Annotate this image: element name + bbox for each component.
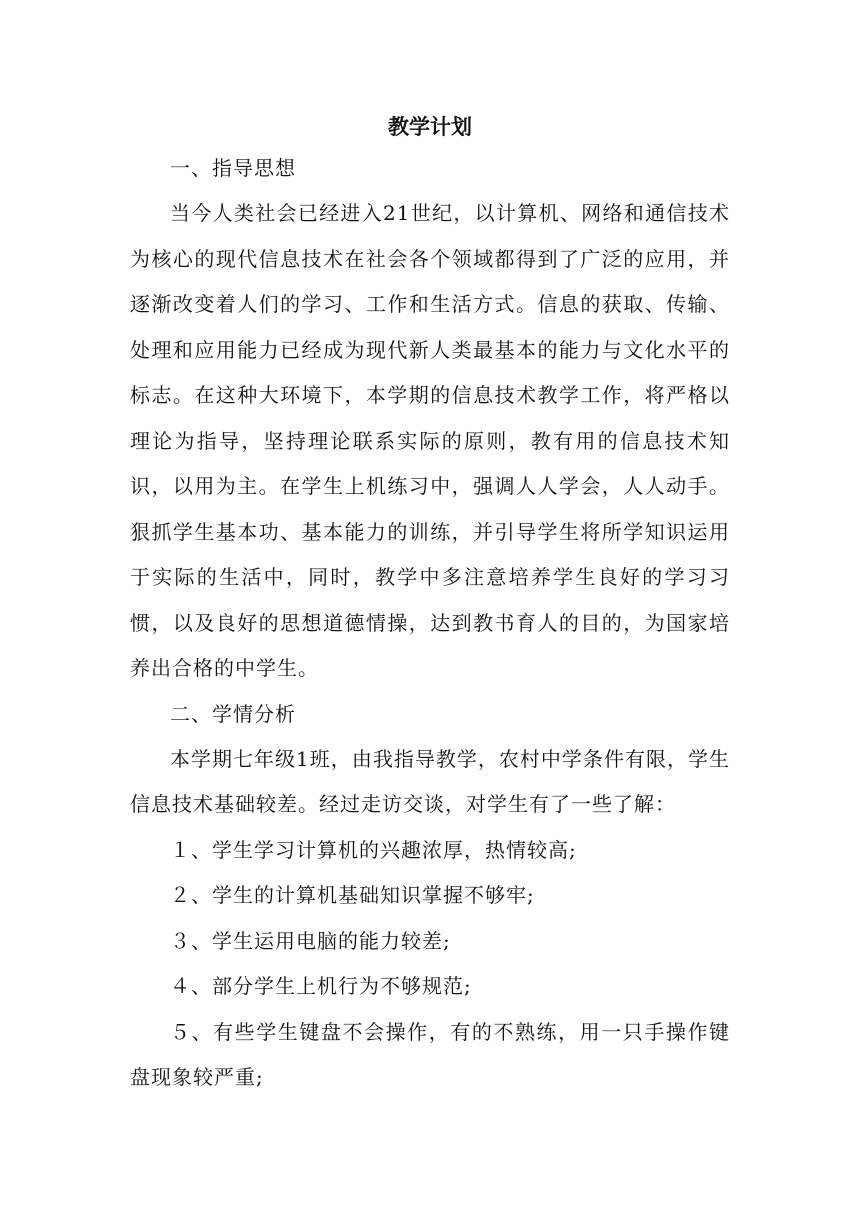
list-item: ５、有些学生键盘不会操作，有的不熟练，用一只手操作键盘现象较严重; (130, 1019, 730, 1089)
document-body (130, 108, 730, 1101)
paragraph-guiding-ideology: 当今人类社会已经进入21世纪，以计算机、网络和通信技术为核心的现代信息技术在社会各个领域都得到了广泛的应用，并逐渐改变着人们的学习、工作和生活方式。信息的获取、传输、处理和应用能力已经成为现代新人类最基本的能力与文化水平的标志。在这种大环境下，本学期的信息技术教学工作，将严格以理论为指导，坚持理论联系实际的原则，教有用的信息技术知识，以用为主。在学生上机练习中，强调人人学会，人人动手。狠抓学生基本功、基本能力的训练，并引导学生将所学知识运用于实际的生活中，同时，教学中多注意培养学生良好的学习习惯，以及良好的思想道德情操，达到教书育人的目的，为国家培养出合格的中学生。 (130, 201, 730, 680)
paragraph-student-analysis: 本学期七年级1班，由我指导教学，农村中学条件有限，学生信息技术基础较差。经过走访交谈，对学生有了一些了解： (130, 746, 730, 816)
list-item: ２、学生的计算机基础知识掌握不够牢; (170, 883, 535, 907)
list-item: １、学生学习计算机的兴趣浓厚，热情较高; (170, 837, 577, 862)
list-item: ４、部分学生上机行为不够规范; (170, 974, 472, 998)
document-title: 教学计划 (388, 115, 472, 139)
section-heading-student-analysis: 二、学情分析 (170, 701, 296, 726)
section-heading-guiding-ideology: 一、指导思想 (170, 156, 296, 180)
list-item: ３、学生运用电脑的能力较差; (170, 928, 451, 953)
